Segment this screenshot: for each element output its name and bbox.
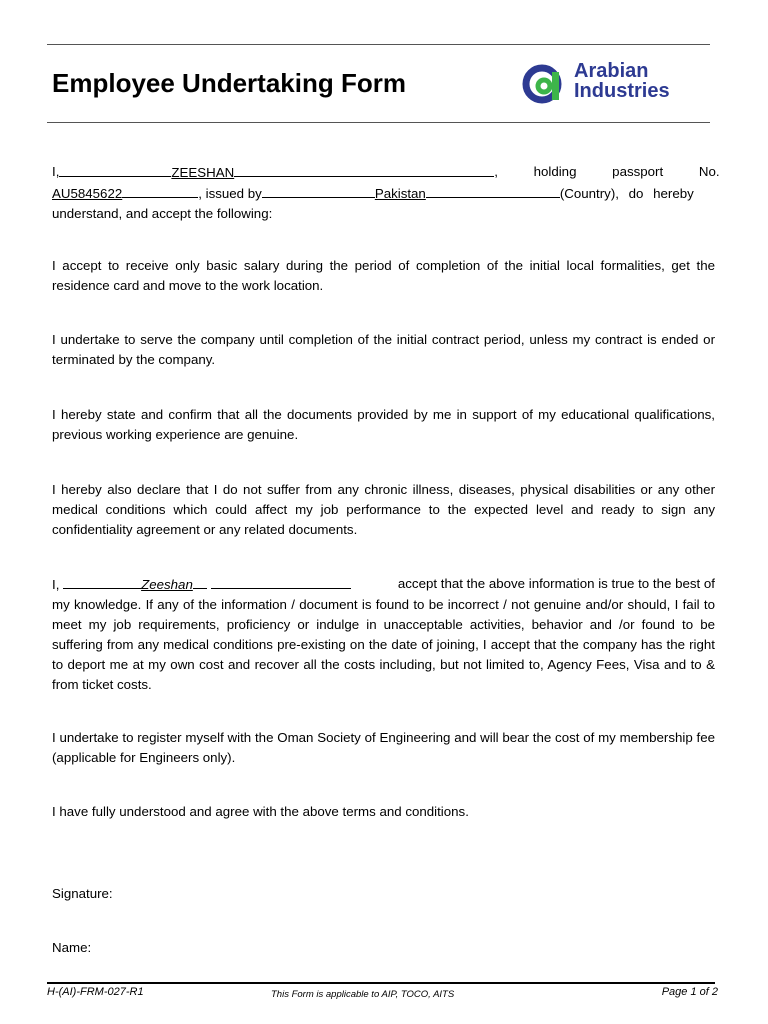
paragraph-salary: I accept to receive only basic salary during the period of completion of the initial local formalities, get the residence card and move to the work location.	[52, 258, 715, 293]
arabian-industries-logo-icon	[522, 62, 568, 106]
country-suffix-text: (Country), do hereby	[559, 186, 694, 201]
declaration-name-field: Zeeshan	[141, 577, 193, 592]
signature-label: Signature:	[52, 886, 113, 901]
logo-line-1: Arabian	[574, 60, 649, 82]
form-code: H-(AI)-FRM-027-R1	[47, 986, 144, 998]
paragraph-contract-period: I undertake to serve the company until completion of the initial contract period, unless my contract is ended or terminated by the company.	[52, 332, 715, 367]
logo-wordmark	[574, 61, 670, 101]
paragraph-documents-genuine: I hereby state and confirm that all the documents provided by me in support of my educational qualifications, previous working experience are genuine.	[52, 407, 715, 442]
declaration-paragraph	[52, 574, 715, 695]
issued-by-text: , issued by	[198, 186, 262, 201]
paragraph-agreement: I have fully understood and agree with the above terms and conditions.	[52, 804, 469, 819]
header-top-rule	[47, 44, 710, 45]
passport-number-field: AU5845622	[52, 186, 123, 201]
declaration-suffix: accept that the above information is true to the best of	[397, 576, 715, 591]
paragraph-oman-society-engineering: I undertake to register myself with the Oman Society of Engineering and will bear the cost of my membership fee (applicable for Engineers only).	[52, 730, 715, 765]
logo-line-2: Industries	[574, 80, 670, 102]
form-applicability-note: This Form is applicable to AIP, TOCO, AITS	[271, 989, 455, 1000]
name-label: Name:	[52, 940, 92, 955]
employee-name-field: ZEESHAN	[171, 165, 235, 180]
intro-prefix: I,	[52, 164, 60, 179]
header-bottom-rule	[47, 122, 710, 123]
footer-rule	[47, 982, 715, 984]
country-field: Pakistan	[374, 186, 426, 201]
intro-holding-text: , holding passport No.	[494, 164, 720, 179]
company-logo	[520, 60, 700, 108]
declaration-body: my knowledge. If any of the information / document is found to be incorrect / not genuine and/or should, I fail to meet my job requirements, proficiency or indulge in unacceptable activities, behavior and /or found to be suffering from any medical conditions pre-existing on the date of joining, I accept that the company has the right to deport me at my own cost and recover all the costs including, but not limited to, Agency Fees, Visa and to & from ticket costs.	[52, 597, 715, 692]
page-number: Page 1 of 2	[661, 986, 718, 998]
intro-paragraph	[52, 162, 720, 224]
intro-understand-text: understand, and accept the following:	[52, 206, 273, 221]
declaration-prefix: I,	[52, 577, 60, 592]
paragraph-medical-declaration: I hereby also declare that I do not suffer from any chronic illness, diseases, physical disabilities or any other medical conditions which could affect my job performance to the expected level and ready to sign any confidentiality agreement or any related documents.	[52, 482, 715, 537]
form-title: Employee Undertaking Form	[52, 68, 406, 98]
